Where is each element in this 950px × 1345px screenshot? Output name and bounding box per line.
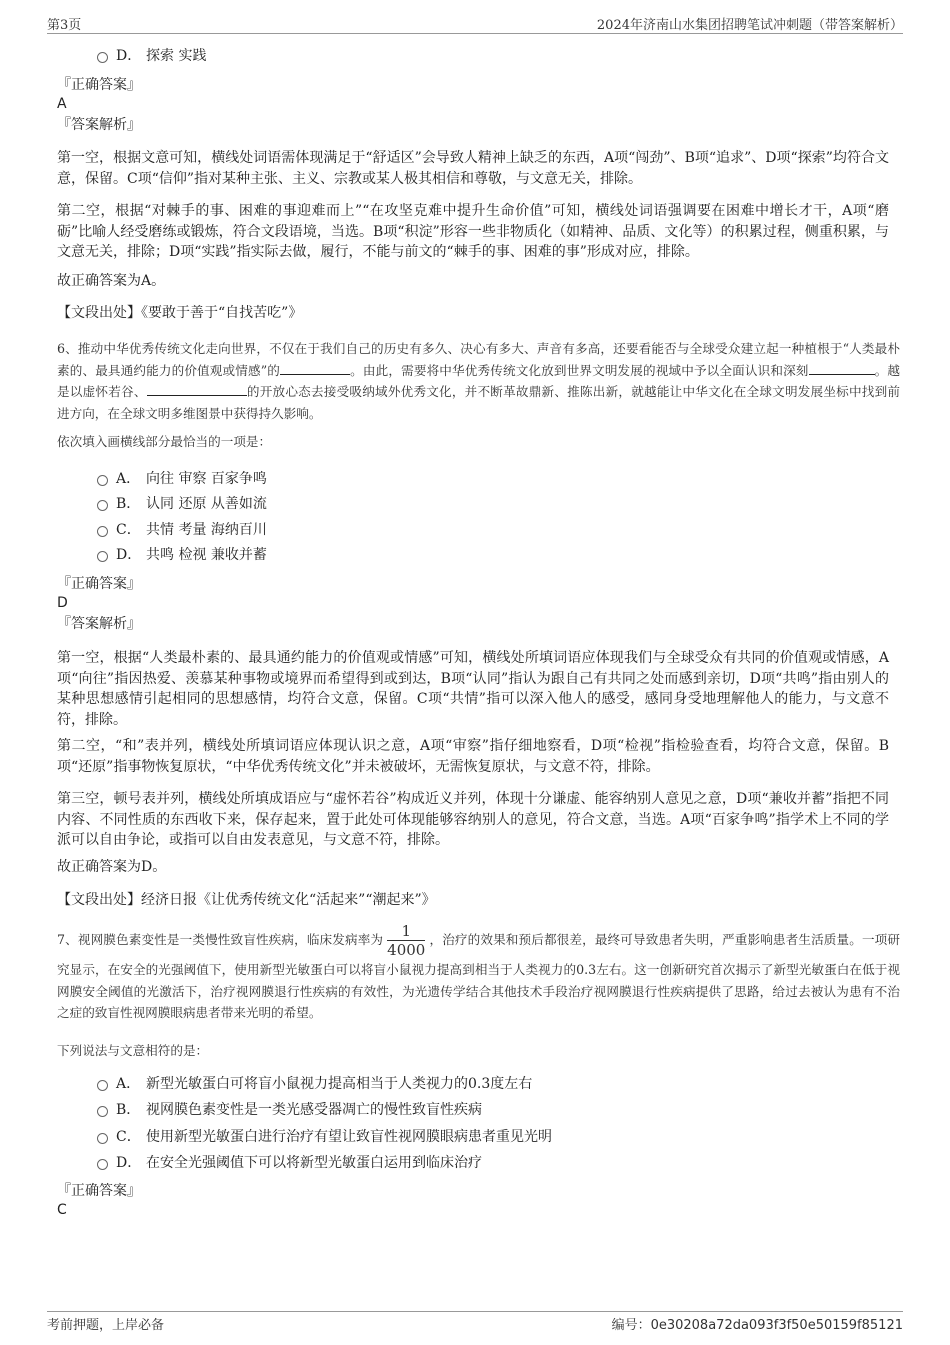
q6-option-d[interactable] [97,545,267,565]
q5-analysis-label: 『答案解析』 [57,117,141,133]
option-text: 探索 实践 [146,48,207,64]
footer-slogan: 考前押题，上岸必备 [47,1318,165,1333]
blank-line [280,362,350,375]
radio-icon[interactable] [97,500,108,511]
q5-source: 【文段出处】《要敢于善于“自找苦吃”》 [57,305,303,321]
q6-stem-part: 6、推动中华优秀传统文化走向世界，不仅在于我们自己的历史有多久、决心有多大、声音有多高，还要看能否与全球受众建立起一种植根于“人类最朴素的、最具通约能力的价值观或情感”的 [57,341,900,378]
q7-option-a[interactable] [97,1074,532,1094]
option-text: 视网膜色素变性是一类光感受器凋亡的慢性致盲性疾病 [146,1102,482,1118]
footer-code [612,1314,903,1333]
q6-stem [57,338,900,424]
q6-stem-part: 。由此，需要将中华优秀传统文化放到世界文明发展的视域中予以全面认识和深刻 [350,362,809,378]
q5-analysis-conclusion: 故正确答案为A。 [57,273,166,289]
q7-stem-part: 7、视网膜色素变性是一类慢性致盲性疾病，临床发病率为 [57,932,384,947]
option-text: 向往 审察 百家争鸣 [146,471,267,487]
q6-answer-label: 『正确答案』 [57,576,141,592]
option-text: 共鸣 检视 兼收并蓄 [146,547,267,563]
q7-option-c[interactable] [97,1127,552,1147]
q7-stem-part: ，治疗的效果和预后都很差，最终可导致患者失明，严重影响患者生活质量。一项研究显示，在安全的光强阈值下，使用新型光敏蛋白可以将盲小鼠视力提高到相当于人类视力的0.3左右。这一创新研究首次揭示了新型光敏蛋白在低于视网膜安全阈值的光激活下，治疗视网膜退行性疾病的有效性，为光遗传学结合其他技术手段治疗视网膜退行性疾病提供了思路，给过去被认为患有不治之症的致盲性视网膜眼病患者带来光明的希望。 [57,932,901,1020]
radio-icon[interactable] [97,1159,108,1170]
radio-icon[interactable] [97,551,108,562]
q6-option-a[interactable] [97,469,267,489]
fraction-numerator: 1 [387,922,425,941]
q6-option-c[interactable] [97,520,267,540]
q6-stem-part: 。越是以虚怀若谷、 [57,362,900,399]
q6-option-b[interactable] [97,494,267,514]
q5-answer-label: 『正确答案』 [57,77,141,93]
blank-line [809,362,875,375]
option-letter: D． [116,1155,142,1171]
radio-icon[interactable] [97,52,108,63]
q6-analysis-paragraph: 第一空，根据“人类最朴素的、最具通约能力的价值观或情感”可知，横线处所填词语应体现我们与全球受众有共同的价值观或情感，A项“向往”指因热爱、羡慕某种事物或境界而希望得到或到达，B项“认同”指认为跟自己有共同之处而感到亲切，D项“共鸣”指由别人的某种思想感情引起相同的思想感情，均符合文意，保留。C项“共情”指可以深入他人的感受，感同身受地理解他人的能力，与文意不符，排除。 [57,650,889,728]
radio-icon[interactable] [97,526,108,537]
q7-answer-label: 『正确答案』 [57,1183,141,1199]
q6-prompt: 依次填入画横线部分最恰当的一项是： [57,434,272,449]
q7-stem [57,922,900,1024]
option-letter: D． [116,547,142,563]
q7-option-b[interactable] [97,1100,482,1120]
footer-code-value: 0e30208a72da093f3f50e50159f85121 [650,1318,903,1333]
option-text: 使用新型光敏蛋白进行治疗有望让致盲性视网膜眼病患者重见光明 [146,1129,552,1145]
fraction-denominator: 4000 [387,941,426,959]
q6-source: 【文段出处】经济日报《让优秀传统文化“活起来”“潮起来”》 [57,892,436,908]
fraction [387,922,425,959]
header-rule [47,33,903,34]
option-text: 新型光敏蛋白可将盲小鼠视力提高相当于人类视力的0.3度左右 [146,1076,533,1092]
q5-answer: A [57,96,67,112]
q5-analysis-paragraph: 第一空，根据文意可知，横线处词语需体现满足于“舒适区”会导致人精神上缺乏的东西，A项“闯劲”、B项“追求”、D项“探索”均符合文意，保留。C项“信仰”指对某种主张、主义、宗教或某人极其相信和尊敬，与文意无关，排除。 [57,150,889,187]
option-text: 共情 考量 海纳百川 [146,522,267,538]
page-number: 第3页 [47,18,82,33]
radio-icon[interactable] [97,1133,108,1144]
option-text: 在安全光强阈值下可以将新型光敏蛋白运用到临床治疗 [146,1155,482,1171]
q5-option-d[interactable] [97,46,206,66]
option-letter: B． [116,496,141,512]
option-text: 认同 还原 从善如流 [146,496,267,512]
radio-icon[interactable] [97,1106,108,1117]
q6-analysis-conclusion: 故正确答案为D。 [57,859,167,875]
radio-icon[interactable] [97,475,108,486]
option-letter: A． [116,471,141,487]
option-letter: C． [116,1129,141,1145]
footer-code-label: 编号： [611,1318,651,1333]
option-letter: C． [116,522,141,538]
q7-answer: C [57,1202,67,1218]
option-letter: B． [116,1102,141,1118]
footer-rule [47,1311,903,1312]
document-title: 2024年济南山水集团招聘笔试冲刺题（带答案解析） [596,18,903,33]
q6-answer: D [57,595,68,611]
q6-analysis-paragraph: 第三空，顿号表并列，横线处所填成语应与“虚怀若谷”构成近义并列，体现十分谦虚、能容纳别人意见之意，D项“兼收并蓄”指把不同内容、不同性质的东西收下来，保存起来，置于此处可体现能够容纳别人的意见，符合文意，当选。A项“百家争鸣”指学术上不同的学派可以自由争论，或指可以自由发表意见，与文意不符，排除。 [57,791,889,848]
q6-analysis-paragraph: 第二空，“和”表并列，横线处所填词语应体现认识之意，A项“审察”指仔细地察看，D项“检视”指检验查看，均符合文意，保留。B项“还原”指事物恢复原状，“中华优秀传统文化”并未被破坏，无需恢复原状，与文意不符，排除。 [57,738,889,775]
q6-stem-part: 的开放心态去接受吸纳域外优秀文化，并不断革故鼎新、推陈出新，就越能让中华文化在全球文明发展坐标中找到前进方向，在全球文明多维图景中获得持久影响。 [57,384,901,421]
radio-icon[interactable] [97,1080,108,1091]
q7-prompt: 下列说法与文意相符的是： [57,1043,209,1058]
q6-analysis-label: 『答案解析』 [57,616,141,632]
option-letter: D． [116,48,142,64]
option-letter: A． [116,1076,141,1092]
q5-analysis-paragraph: 第二空，根据“对棘手的事、困难的事迎难而上”“在攻坚克难中提升生命价值”可知，横线处词语强调要在困难中增长才干，A项“磨砺”比喻人经受磨练或锻炼，符合文段语境，当选。B项“积淀”形容一些非物质化（如精神、品质、文化等）的积累过程，侧重积累，与文意无关，排除；D项“实践”指实际去做，履行，不能与前文的“棘手的事、困难的事”形成对应，排除。 [57,203,889,260]
blank-line [147,383,247,396]
q7-option-d[interactable] [97,1153,482,1173]
